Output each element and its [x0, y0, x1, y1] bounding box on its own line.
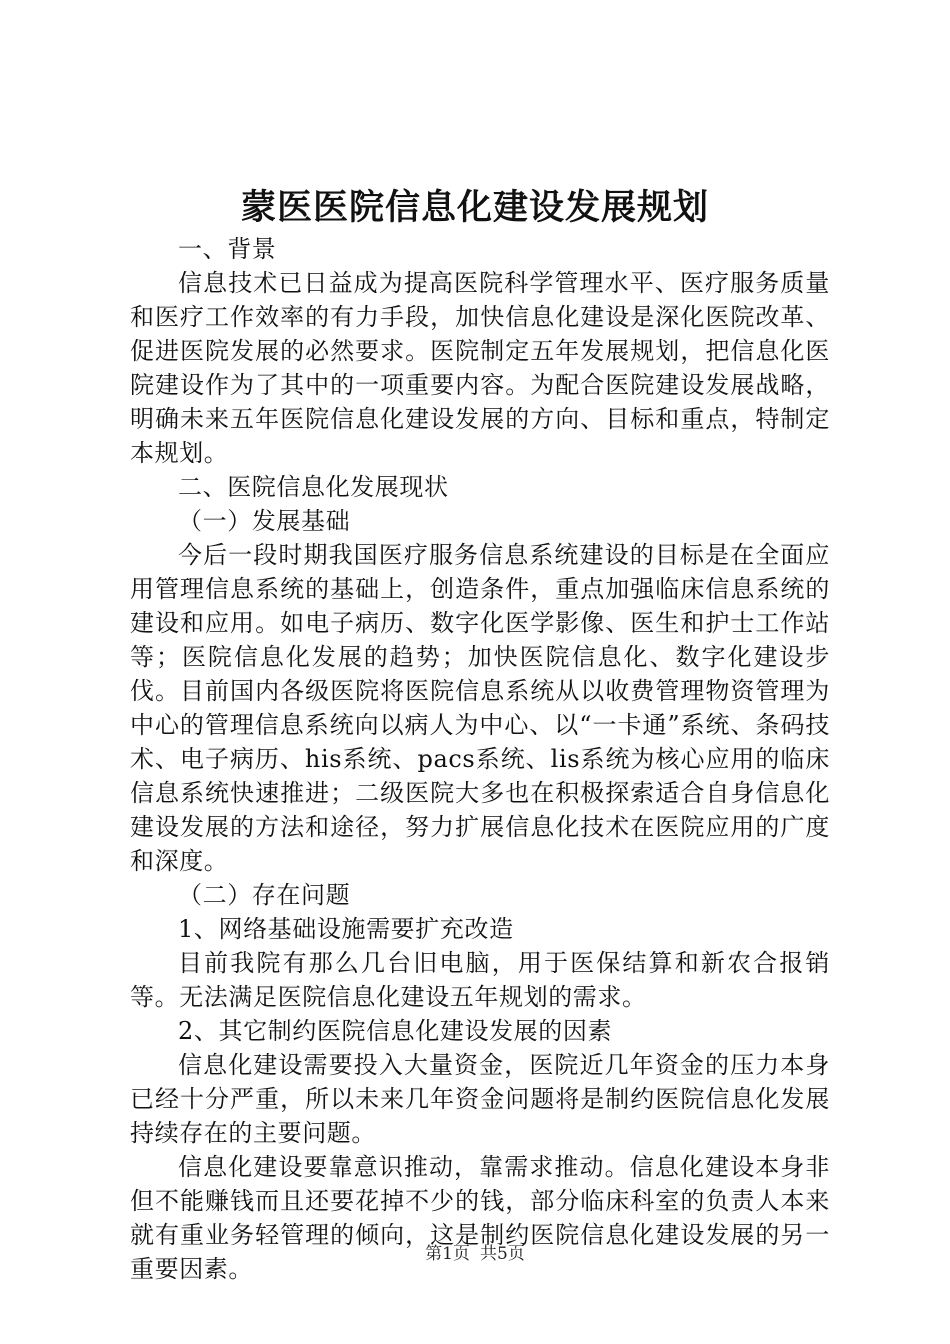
section-heading-background: 一、背景 [178, 235, 277, 263]
subsection-heading-foundation: （一）发展基础 [178, 507, 351, 535]
page-number: 第1页 [425, 1244, 470, 1264]
paragraph-network: 目前我院有那么几台旧电脑，用于医保结算和新农合报销等。无法满足医院信息化建设五年规划的需求。 [130, 949, 830, 1011]
paragraph-awareness: 信息化建设要靠意识推动，靠需求推动。信息化建设本身非但不能赚钱而且还要花掉不少的钱，部分临床科室的负责人本来就有重业务轻管理的倾向，这是制约医院信息化建设发展的另一重要因素。 [130, 1153, 830, 1283]
paragraph-foundation: 今后一段时期我国医疗服务信息系统建设的目标是在全面应用管理信息系统的基础上，创造条件，重点加强临床信息系统的建设和应用。如电子病历、数字化医学影像、医生和护士工作站等；医院信息化发展的趋势；加快医院信息化、数字化建设步伐。目前国内各级医院将医院信息系统从以收费管理物资管理为中心的管理信息系统向以病人为中心、以“一卡通”系统、条码技术、电子病历、his系统、pacs系统、lis系统为核心应用的临床信息系统快速推进；二级医院大多也在积极探索适合自身信息化建设发展的方法和途径，努力扩展信息化技术在医院应用的广度和深度。 [130, 541, 830, 875]
section-heading-status: 二、医院信息化发展现状 [178, 473, 449, 501]
paragraph-funding: 信息化建设需要投入大量资金，医院近几年资金的压力本身已经十分严重，所以未来几年资金问题将是制约医院信息化发展持续存在的主要问题。 [130, 1051, 830, 1147]
page-total: 共5页 [480, 1244, 525, 1264]
page-footer [0, 1242, 950, 1266]
document-body [130, 232, 830, 1286]
item-heading-network: 1、网络基础设施需要扩充改造 [178, 915, 514, 943]
paragraph-background: 信息技术已日益成为提高医院科学管理水平、医疗服务质量和医疗工作效率的有力手段，加快信息化建设是深化医院改革、促进医院发展的必然要求。医院制定五年发展规划，把信息化医院建设作为了其中的一项重要内容。为配合医院建设发展战略，明确未来五年医院信息化建设发展的方向、目标和重点，特制定本规划。 [130, 269, 830, 467]
item-heading-other-factors: 2、其它制约医院信息化建设发展的因素 [178, 1017, 613, 1045]
subsection-heading-problems: （二）存在问题 [178, 881, 351, 909]
document-title: 蒙医医院信息化建设发展规划 [240, 188, 709, 228]
